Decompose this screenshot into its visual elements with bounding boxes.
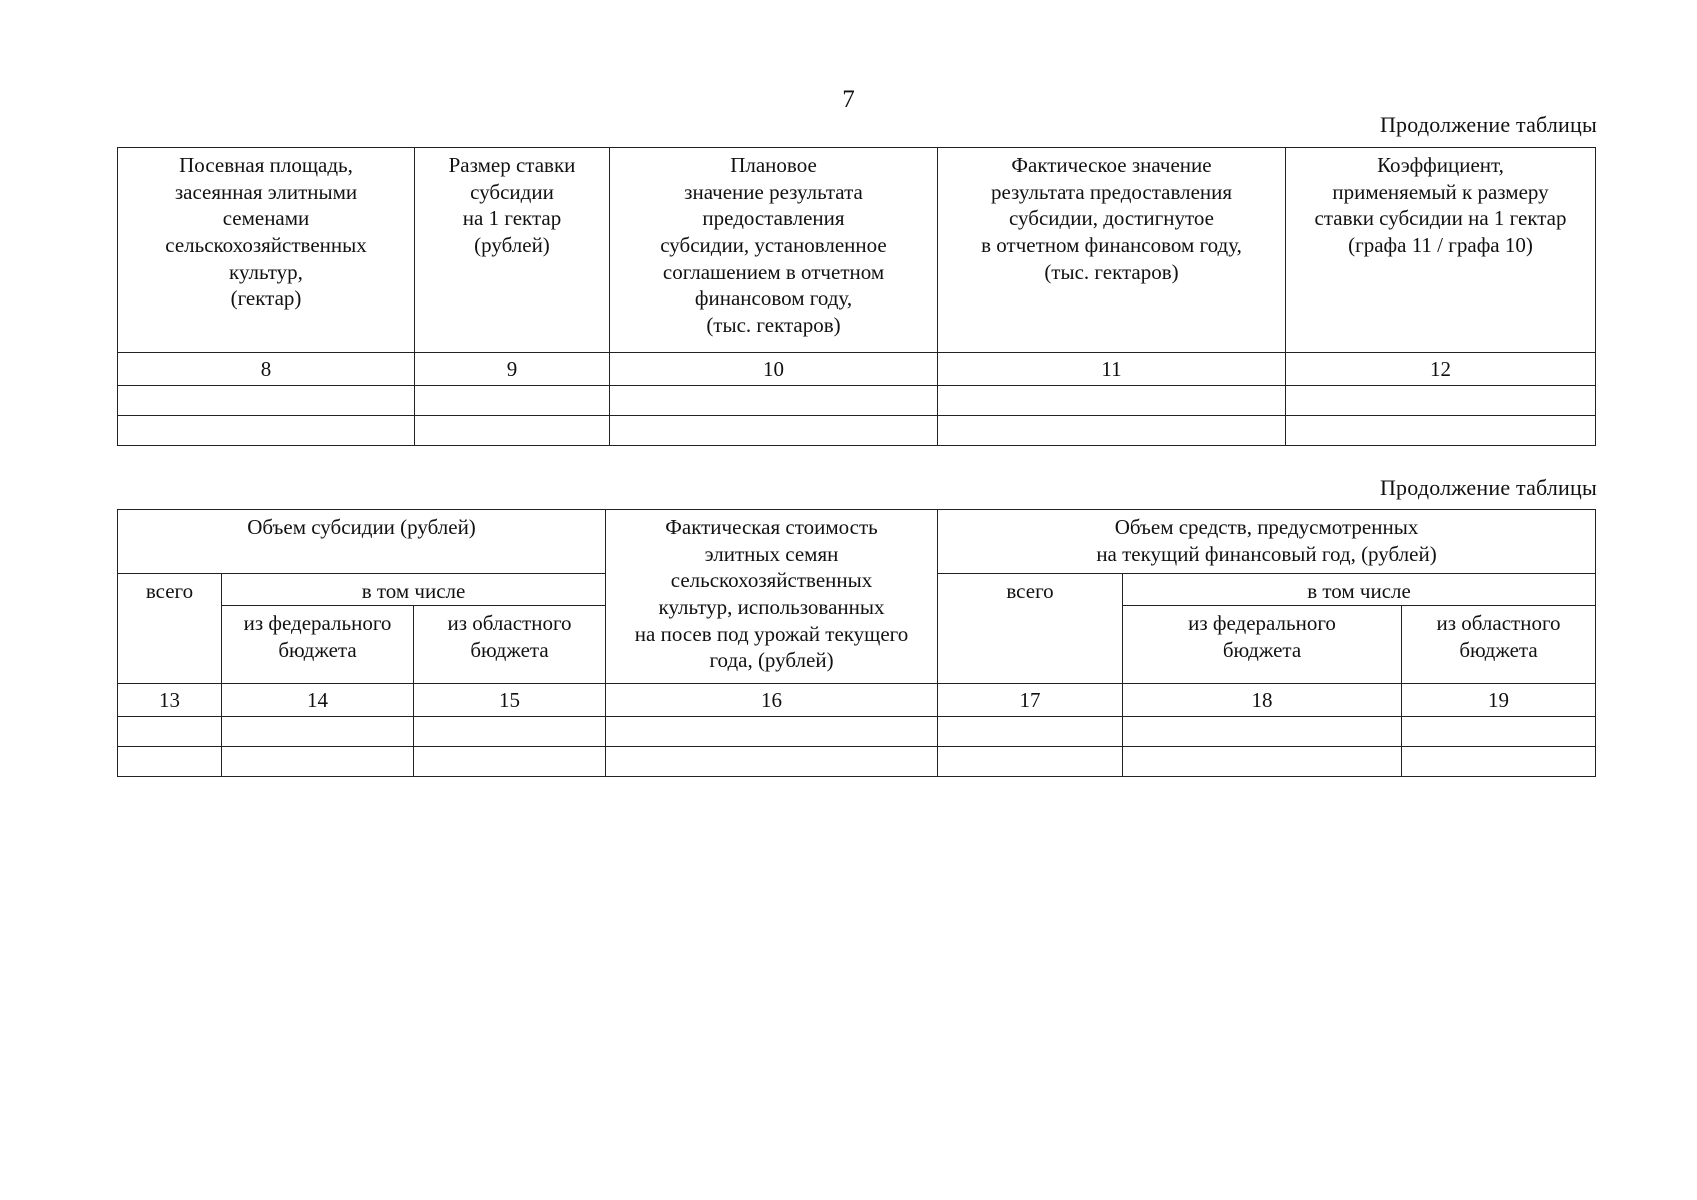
table-2-header-row-1 (118, 510, 1596, 574)
header-coefficient: Коэффициент, применяемый к размеру ставки субсидии на 1 гектар (графа 11 / графа 10) (1286, 148, 1596, 353)
header-actual-seed-cost: Фактическая стоимость элитных семян сельскохозяйственных культур, использованных на посев под урожай текущего года, (рублей) (606, 510, 938, 684)
header-including-2: в том числе (1123, 574, 1596, 606)
column-number: 16 (606, 684, 938, 717)
column-number: 9 (415, 353, 610, 386)
continuation-label-1: Продолжение таблицы (1379, 112, 1597, 137)
header-rate-per-hectare: Размер ставки субсидии на 1 гектар (рублей) (415, 148, 610, 353)
header-from-federal: из федерального бюджета (222, 606, 414, 684)
empty-cell (1402, 717, 1596, 747)
empty-cell (415, 386, 610, 416)
column-number: 13 (118, 684, 222, 717)
table-2-empty-row (118, 717, 1596, 747)
table-1-empty-row (118, 386, 1596, 416)
empty-cell (610, 416, 938, 446)
column-number: 10 (610, 353, 938, 386)
header-from-federal-2: из федерального бюджета (1123, 606, 1402, 684)
column-number: 17 (938, 684, 1123, 717)
continuation-label-2: Продолжение таблицы (1379, 475, 1597, 500)
header-from-regional-2: из областного бюджета (1402, 606, 1596, 684)
column-number: 8 (118, 353, 415, 386)
empty-cell (1286, 386, 1596, 416)
empty-cell (938, 747, 1123, 777)
empty-cell (118, 747, 222, 777)
table-1-empty-row (118, 416, 1596, 446)
table-1-column-numbers-row (118, 353, 1596, 386)
column-number: 15 (414, 684, 606, 717)
column-number: 12 (1286, 353, 1596, 386)
header-subsidy-volume: Объем субсидии (рублей) (118, 510, 606, 574)
header-total-2: всего (938, 574, 1123, 684)
empty-cell (118, 717, 222, 747)
empty-cell (606, 747, 938, 777)
column-number: 14 (222, 684, 414, 717)
header-including: в том числе (222, 574, 606, 606)
empty-cell (938, 717, 1123, 747)
empty-cell (222, 717, 414, 747)
header-funds-volume: Объем средств, предусмотренных на текущий финансовый год, (рублей) (938, 510, 1596, 574)
empty-cell (610, 386, 938, 416)
table-2-empty-row (118, 747, 1596, 777)
empty-cell (415, 416, 610, 446)
empty-cell (1286, 416, 1596, 446)
table-1-header-row (118, 148, 1596, 353)
header-sown-area: Посевная площадь, засеянная элитными семенами сельскохозяйственных культур, (гектар) (118, 148, 415, 353)
empty-cell (118, 416, 415, 446)
column-number: 19 (1402, 684, 1596, 717)
empty-cell (938, 416, 1286, 446)
empty-cell (606, 717, 938, 747)
header-actual-value: Фактическое значение результата предоставления субсидии, достигнутое в отчетном финансовом году, (тыс. гектаров) (938, 148, 1286, 353)
empty-cell (1123, 717, 1402, 747)
empty-cell (414, 747, 606, 777)
header-planned-value: Плановое значение результата предоставления субсидии, установленное соглашением в отчетном финансовом году, (тыс. гектаров) (610, 148, 938, 353)
empty-cell (222, 747, 414, 777)
page-number: 7 (842, 86, 855, 113)
table-1 (117, 147, 1596, 446)
empty-cell (1402, 747, 1596, 777)
table-2 (117, 509, 1596, 777)
empty-cell (938, 386, 1286, 416)
empty-cell (118, 386, 415, 416)
table-2-column-numbers-row (118, 684, 1596, 717)
header-from-regional: из областного бюджета (414, 606, 606, 684)
empty-cell (414, 717, 606, 747)
empty-cell (1123, 747, 1402, 777)
column-number: 18 (1123, 684, 1402, 717)
header-total: всего (118, 574, 222, 684)
column-number: 11 (938, 353, 1286, 386)
